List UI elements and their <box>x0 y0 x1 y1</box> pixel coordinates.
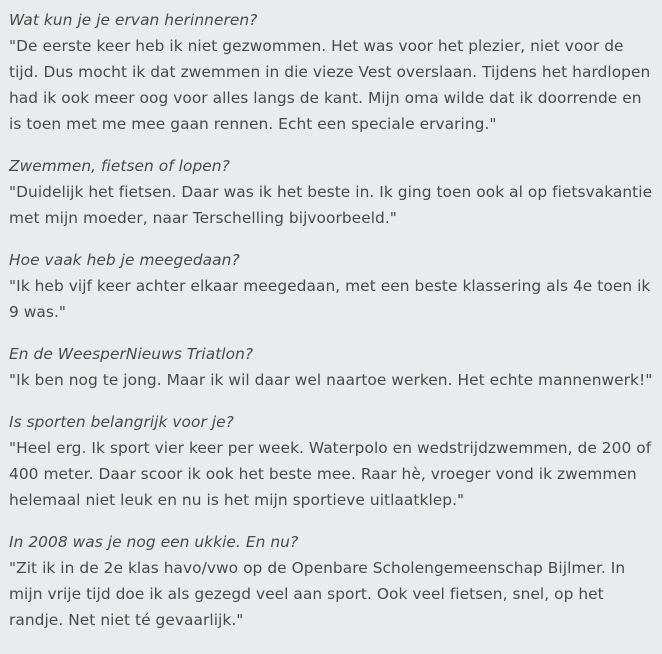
interview-answer: "Heel erg. Ik sport vier keer per week. Waterpolo en wedstrijdzwemmen, de 200 of 400 meter. Daar scoor ik ook het beste mee. Raar hè, vroeger vond ik zwemmen helemaal niet leuk en nu is het mijn sportieve uitlaatklep." <box>9 439 652 509</box>
qa-block <box>9 409 654 513</box>
interview-question: In 2008 was je nog een ukkie. En nu? <box>9 533 299 551</box>
interview-answer: "Zit ik in de 2e klas havo/vwo op de Openbare Scholengemeenschap Bijlmer. In mijn vrije tijd doe ik als gezegd veel aan sport. Ook veel fietsen, snel, op het randje. Net niet té gevaarlijk." <box>9 559 626 629</box>
interview-answer: "Ik heb vijf keer achter elkaar meegedaan, met een beste klassering als 4e toen ik 9 was." <box>9 277 651 321</box>
interview-question: Is sporten belangrijk voor je? <box>9 413 234 431</box>
qa-block <box>9 7 654 137</box>
interview-question: Hoe vaak heb je meegedaan? <box>9 251 240 269</box>
qa-block <box>9 529 654 633</box>
interview-question: Zwemmen, fietsen of lopen? <box>9 157 230 175</box>
qa-block <box>9 153 654 231</box>
interview-question: En de WeesperNieuws Triatlon? <box>9 345 254 363</box>
interview-question: Wat kun je je ervan herinneren? <box>9 11 258 29</box>
qa-block <box>9 247 654 325</box>
interview-answer: "Ik ben nog te jong. Maar ik wil daar wel naartoe werken. Het echte mannenwerk!" <box>9 371 653 389</box>
interview-answer: "Duidelijk het fietsen. Daar was ik het beste in. Ik ging toen ook al op fietsvakantie met mijn moeder, naar Terschelling bijvoorbeeld." <box>9 183 653 227</box>
interview-answer: "De eerste keer heb ik niet gezwommen. Het was voor het plezier, niet voor de tijd. Dus mocht ik dat zwemmen in die vieze Vest overslaan. Tijdens het hardlopen had ik ook meer oog voor alles langs de kant. Mijn oma wilde dat ik doorrende en is toen met me mee gaan rennen. Echt een speciale ervaring." <box>9 37 651 133</box>
qa-block <box>9 341 654 393</box>
